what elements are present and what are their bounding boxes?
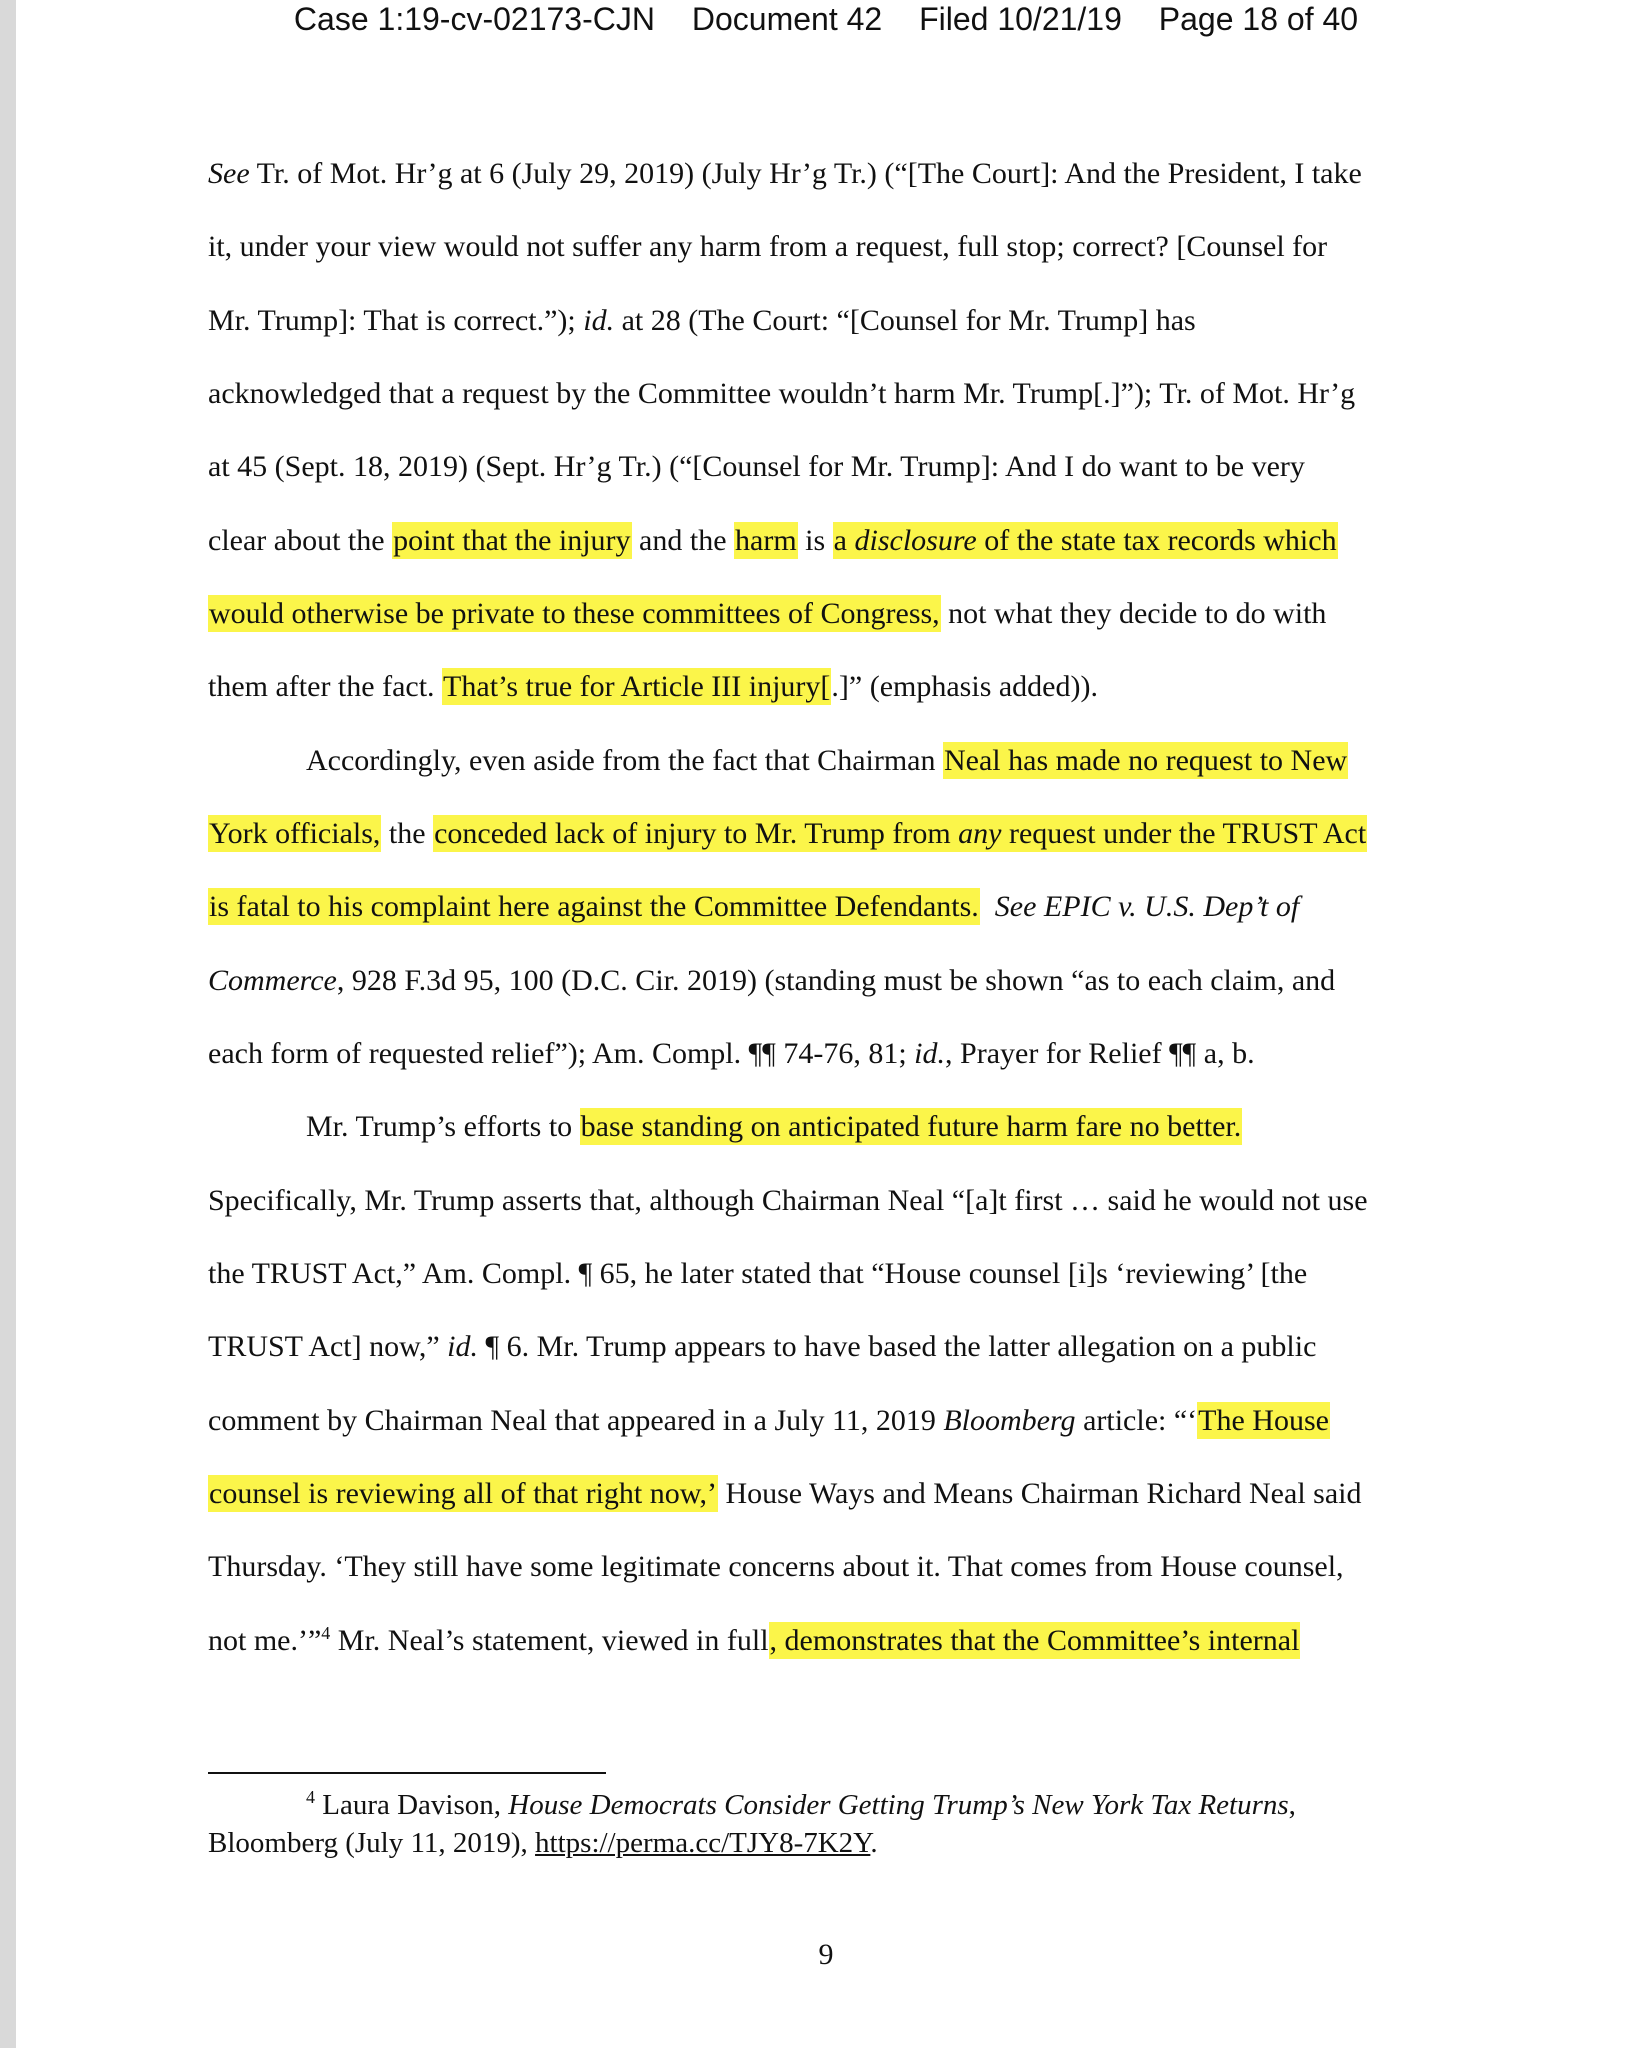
footnote-ref: 4 bbox=[321, 1623, 331, 1643]
body-line: acknowledged that a request by the Committee wouldn’t harm Mr. Trump[.]”); Tr. of Mot. Hr’g bbox=[208, 377, 1356, 410]
highlight: The House bbox=[1198, 1404, 1329, 1437]
page-number: 9 bbox=[818, 1938, 834, 1971]
body-line: Mr. Trump]: That is correct.”); id. at 28 (The Court: “[Counsel for Mr. Trump] has bbox=[208, 304, 1196, 337]
body-line: it, under your view would not suffer any harm from a request, full stop; correct? [Counsel for bbox=[208, 230, 1328, 263]
body-line: See Tr. of Mot. Hr’g at 6 (July 29, 2019) (July Hr’g Tr.) (“[The Court]: And the President, I take bbox=[208, 157, 1362, 190]
footnote-divider bbox=[208, 1772, 606, 1774]
body-line: clear about the point that the injury and the harm is a disclosure of the state tax records which bbox=[208, 524, 1337, 557]
body-line: Accordingly, even aside from the fact that Chairman Neal has made no request to New bbox=[306, 744, 1348, 777]
highlight: That’s true for Article III injury[ bbox=[443, 670, 831, 703]
highlight: base standing on anticipated future harm fare no better. bbox=[580, 1110, 1242, 1143]
footnote-marker: 4 bbox=[306, 1787, 315, 1807]
highlight: York officials, bbox=[209, 817, 381, 850]
body-line: them after the fact. That’s true for Article III injury[.]” (emphasis added)). bbox=[208, 670, 1098, 703]
highlight: point that the injury bbox=[393, 524, 631, 557]
body-line: Thursday. ‘They still have some legitimate concerns about it. That comes from House counsel, bbox=[208, 1550, 1344, 1583]
document-number: Document 42 bbox=[691, 1, 883, 37]
body-line: Specifically, Mr. Trump asserts that, although Chairman Neal “[a]t first … said he would not use bbox=[208, 1184, 1368, 1217]
body-line: each form of requested relief”); Am. Compl. ¶¶ 74-76, 81; id., Prayer for Relief ¶¶ a, b. bbox=[208, 1037, 1255, 1070]
body-line: not me.’”$^4$ Mr. Neal’s statement, viewed in full, demonstrates that the Committee’s internal bbox=[208, 1623, 1300, 1657]
body-line: counsel is reviewing all of that right now,’ House Ways and Means Chairman Richard Neal said bbox=[209, 1477, 1362, 1510]
highlight: conceded lack of injury to Mr. Trump from any request under the TRUST Act bbox=[434, 817, 1367, 850]
body-line: York officials, the conceded lack of injury to Mr. Trump from any request under the TRUST Act bbox=[209, 817, 1367, 850]
highlight: counsel is reviewing all of that right now,’ bbox=[209, 1477, 717, 1510]
footnote: $^4$ Laura Davison, House Democrats Consider Getting Trump’s New York Tax Returns, bbox=[306, 1787, 1296, 1821]
body-line: is fatal to his complaint here against the Committee Defendants. See EPIC v. U.S. Dep’t of bbox=[209, 890, 1300, 923]
body-line: would otherwise be private to these committees of Congress, not what they decide to do with bbox=[209, 597, 1327, 630]
body-line: the TRUST Act,” Am. Compl. ¶ 65, he later stated that “House counsel [i]s ‘reviewing’ [the bbox=[208, 1257, 1308, 1290]
body-line: at 45 (Sept. 18, 2019) (Sept. Hr’g Tr.) (“[Counsel for Mr. Trump]: And I do want to be very bbox=[208, 450, 1305, 483]
footnote-link[interactable]: https://perma.cc/TJY8-7K2Y bbox=[535, 1827, 871, 1859]
document-page bbox=[16, 0, 1636, 2048]
case-number: Case 1:19-cv-02173-CJN bbox=[293, 1, 655, 37]
body-line: comment by Chairman Neal that appeared in a July 11, 2019 Bloomberg article: “‘The House bbox=[208, 1404, 1329, 1437]
body-line: TRUST Act] now,” id. ¶ 6. Mr. Trump appears to have based the latter allegation on a public bbox=[208, 1330, 1317, 1363]
filed-date: Filed 10/21/19 bbox=[919, 1, 1122, 37]
highlight: would otherwise be private to these committees of Congress, bbox=[209, 597, 940, 630]
highlight: a disclosure of the state tax records which bbox=[833, 524, 1337, 557]
footnote-line: Bloomberg (July 11, 2019), https://perma.cc/TJY8-7K2Y. bbox=[208, 1827, 878, 1859]
page-of-total: Page 18 of 40 bbox=[1158, 1, 1359, 37]
highlight: , demonstrates that the Committee’s internal bbox=[769, 1624, 1300, 1657]
body-line: Commerce, 928 F.3d 95, 100 (D.C. Cir. 2019) (standing must be shown “as to each claim, and bbox=[208, 964, 1336, 997]
highlight: harm bbox=[735, 524, 797, 557]
body-line: Mr. Trump’s efforts to base standing on anticipated future harm fare no better. bbox=[306, 1110, 1242, 1143]
highlight: is fatal to his complaint here against the Committee Defendants. bbox=[209, 890, 979, 923]
court-filing-header bbox=[16, 0, 1636, 38]
highlight: Neal has made no request to New bbox=[944, 744, 1348, 777]
